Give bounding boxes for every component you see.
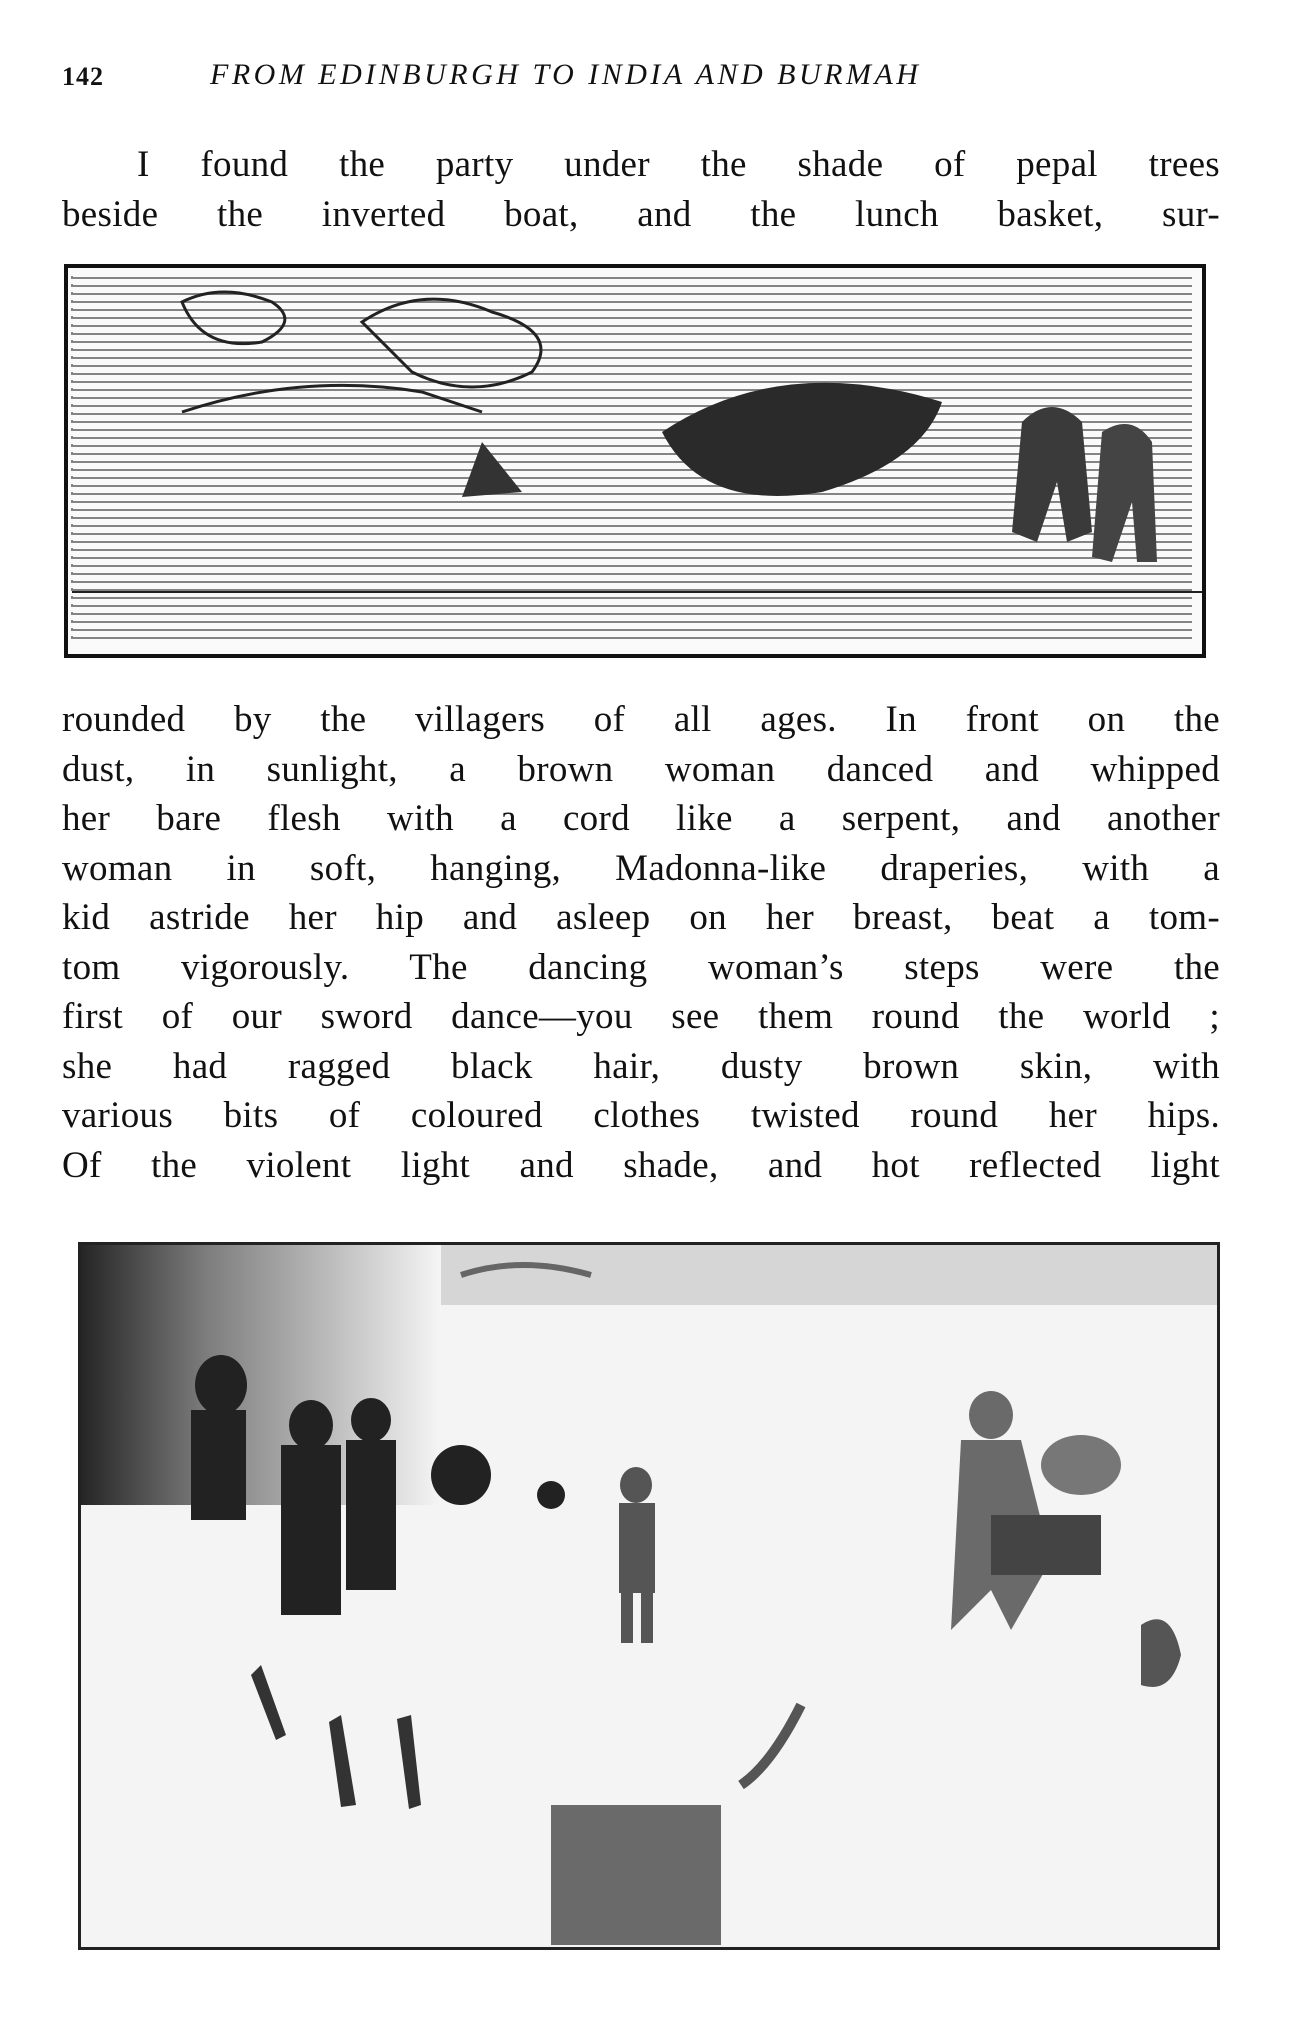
paragraph-main [62, 695, 1220, 1190]
photo-illustration-icon [81, 1245, 1217, 1947]
text-line: she had ragged black hair, dusty brown skin, with [62, 1045, 1220, 1087]
running-title: FROM EDINBURGH TO INDIA AND BURMAH [210, 58, 922, 91]
text-line: tom vigorously. The dancing woman’s steps were the [62, 946, 1220, 988]
text-line: various bits of coloured clothes twisted round her hips. [62, 1095, 1220, 1136]
text-line: dust, in sunlight, a brown woman danced and whipped [62, 748, 1220, 790]
page-number: 142 [62, 62, 104, 91]
text-line: first of our sword dance—you see them round the world ; [62, 996, 1220, 1037]
text-line: woman in soft, hanging, Madonna-like draperies, with a [62, 847, 1220, 889]
page-header [62, 58, 1162, 98]
text-line: beside the inverted boat, and the lunch basket, sur- [62, 193, 1220, 235]
text-line: rounded by the villagers of all ages. In front on the [62, 699, 1220, 740]
text-line: I found the party under the shade of pepal trees [137, 144, 1220, 185]
text-line: Of the violent light and shade, and hot reflected light [62, 1144, 1220, 1186]
text-line: her bare flesh with a cord like a serpent, and another [62, 798, 1220, 839]
paragraph-intro [62, 140, 1220, 239]
sketch-illustration [62, 262, 1212, 662]
photo-illustration [78, 1242, 1220, 1950]
text-line: kid astride her hip and asleep on her breast, beat a tom- [62, 897, 1220, 938]
sketch-illustration-icon [62, 262, 1212, 662]
